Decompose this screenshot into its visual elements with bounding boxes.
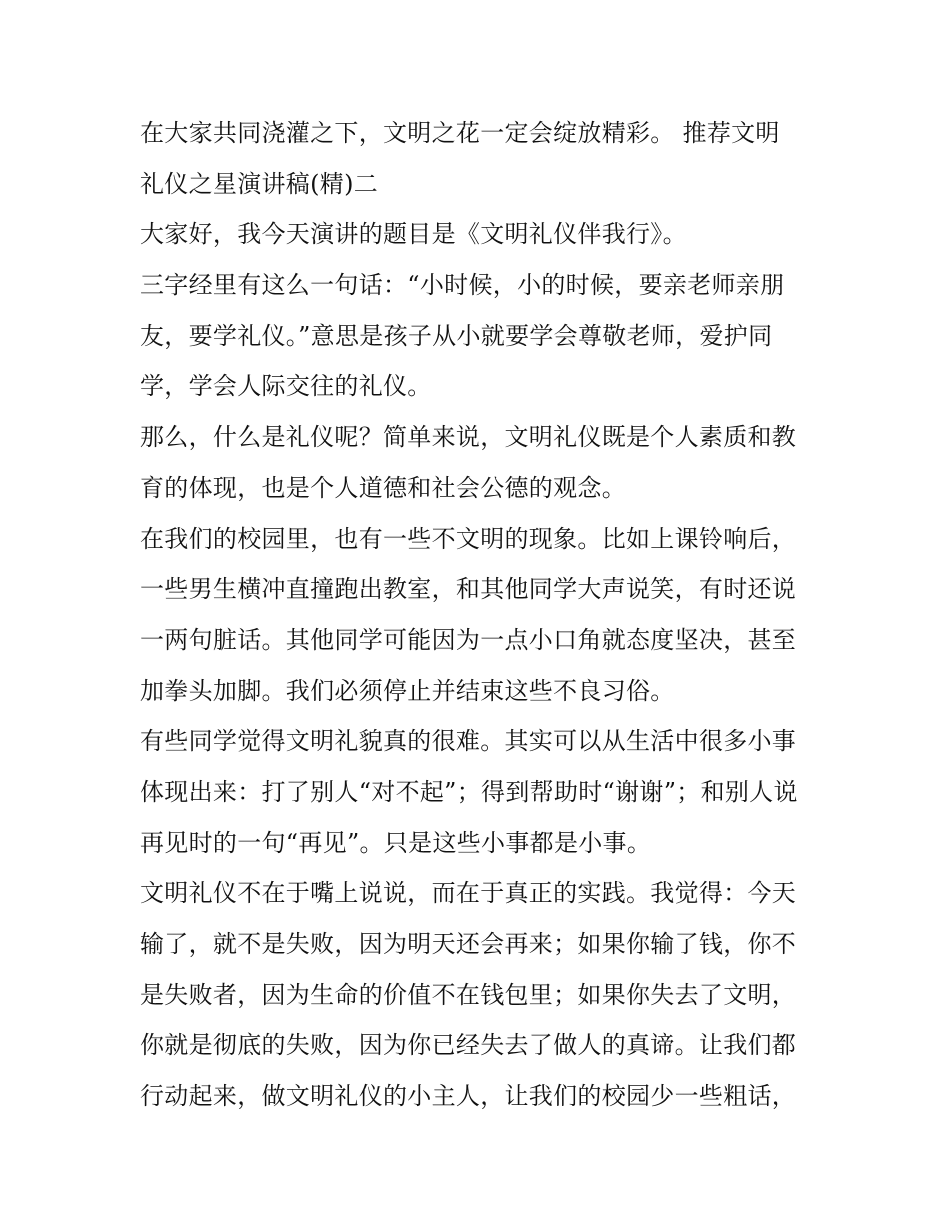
text-line: 再见时的一句“再见”。只是这些小事都是小事。 [140, 828, 652, 857]
text-line: 体现出来：打了别人“对不起”；得到帮助时“谢谢”；和别人说 [140, 777, 798, 806]
text-line: 是失败者，因为生命的价值不在钱包里；如果你失去了文明， [140, 980, 797, 1009]
text-line: 在我们的校园里，也有一些不文明的现象。比如上课铃响后， [140, 524, 797, 553]
text-line: 一两句脏话。其他同学可能因为一点小口角就态度坚决，甚至 [140, 625, 797, 654]
text-line: 输了，就不是失败，因为明天还会再来；如果你输了钱，你不 [140, 930, 797, 958]
text-line: 学，学会人际交往的礼仪。 [140, 372, 432, 401]
text-line: 育的体现，也是个人道德和社会公德的观念。 [140, 473, 626, 502]
text-line: 一些男生横冲直撞跑出教室，和其他同学大声说笑，有时还说 [140, 575, 797, 604]
text-line: 友，要学礼仪。”意思是孩子从小就要学会尊敬老师，爱护同 [140, 321, 773, 350]
text-line: 行动起来，做文明礼仪的小主人，让我们的校园少一些粗话， [140, 1082, 797, 1111]
text-line: 有些同学觉得文明礼貌真的很难。其实可以从生活中很多小事 [140, 727, 797, 756]
text-line: 三字经里有这么一句话：“小时候，小的时候，要亲老师亲朋 [140, 271, 785, 300]
text-line: 那么，什么是礼仪呢？简单来说，文明礼仪既是个人素质和教 [140, 423, 797, 452]
text-line: 礼仪之星演讲稿(精)二 [140, 169, 379, 198]
speech-text [140, 108, 820, 1122]
text-line: 文明礼仪不在于嘴上说说，而在于真正的实践。我觉得：今天 [140, 879, 797, 908]
text-line: 加拳头加脚。我们必须停止并结束这些不良习俗。 [140, 676, 675, 705]
text-line: 大家好，我今天演讲的题目是《文明礼仪伴我行》。 [140, 220, 687, 249]
text-line: 在大家共同浇灌之下，文明之花一定会绽放精彩。 推荐文明 [140, 119, 780, 147]
text-line: 你就是彻底的失败，因为你已经失去了做人的真谛。让我们都 [140, 1031, 797, 1060]
